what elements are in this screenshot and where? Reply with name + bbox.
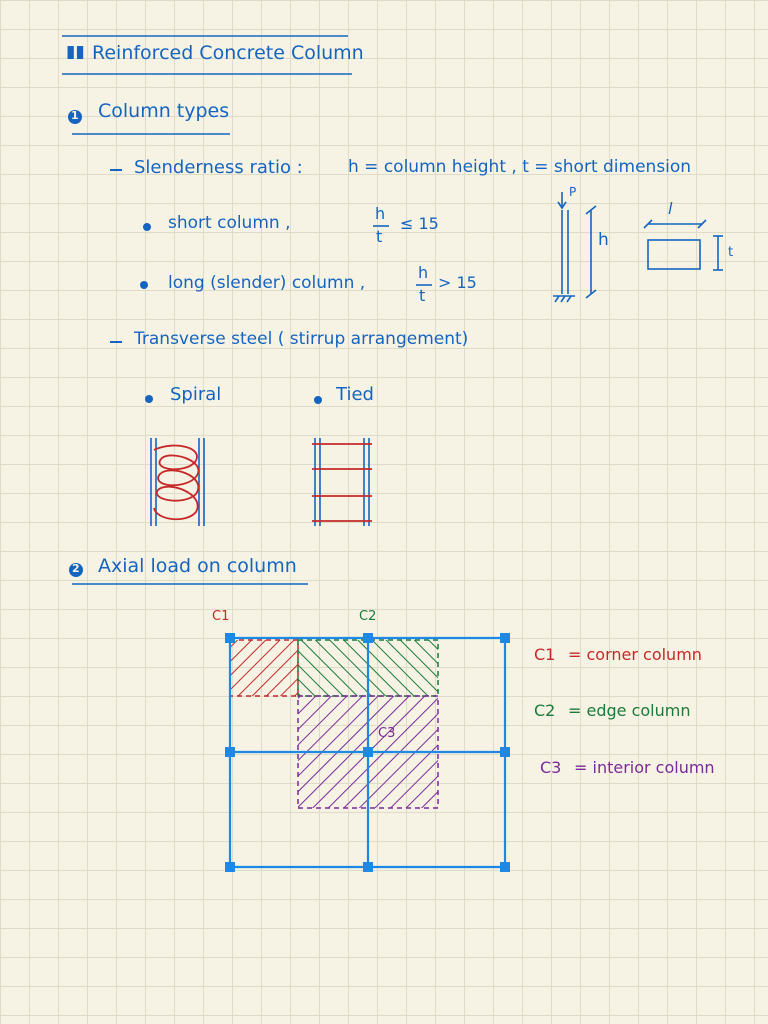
bullet-short <box>143 223 151 231</box>
legend-c3-text: = interior column <box>574 758 715 777</box>
spiral-column-sketch <box>151 438 204 526</box>
sketch-label-load: P <box>569 185 577 199</box>
long-column-label: long (slender) column , <box>168 273 366 293</box>
tied-label: Tied <box>336 384 374 405</box>
short-column-relation: ≤ 15 <box>400 214 439 233</box>
sketch-label-length: l <box>668 199 673 218</box>
section1-number: 1 <box>71 109 79 122</box>
section-icon: ▮▮ <box>66 42 85 62</box>
legend-c2-key: C2 <box>534 701 556 720</box>
cross-section-sketch <box>644 220 723 270</box>
plan-label-c2: C2 <box>359 609 377 624</box>
sketch-label-height: h <box>598 230 609 250</box>
bullet-long <box>140 281 148 289</box>
slenderness-definition: h = column height , t = short dimension <box>348 157 692 177</box>
plan-label-c3: C3 <box>378 726 396 741</box>
tributary-area-c1 <box>230 640 298 696</box>
long-column-den: t <box>419 286 426 305</box>
section1-heading: Column types <box>98 100 230 122</box>
plan-label-c1: C1 <box>212 609 230 624</box>
legend-c2-text: = edge column <box>568 701 691 720</box>
bullet-tied <box>314 396 322 404</box>
short-column-label: short column , <box>168 213 291 233</box>
legend-c3-key: C3 <box>540 758 562 777</box>
short-column-den: t <box>376 227 383 246</box>
tied-column-sketch <box>312 438 372 526</box>
section2-heading: Axial load on column <box>98 555 297 577</box>
short-column-num: h <box>375 204 386 223</box>
spiral-label: Spiral <box>170 384 222 405</box>
long-column-relation: > 15 <box>438 273 477 292</box>
transverse-lead: Transverse steel ( stirrup arrangement) <box>134 329 469 349</box>
legend-c1-key: C1 <box>534 645 556 664</box>
legend-c1-text: = corner column <box>568 645 702 664</box>
sketch-label-thickness: t <box>728 245 734 260</box>
section2-number: 2 <box>72 562 80 575</box>
long-column-num: h <box>418 263 429 282</box>
page-title: Reinforced Concrete Column <box>92 42 364 64</box>
slenderness-lead: Slenderness ratio : <box>134 157 303 178</box>
column-elevation-sketch <box>553 192 596 302</box>
bullet-spiral <box>145 395 153 403</box>
